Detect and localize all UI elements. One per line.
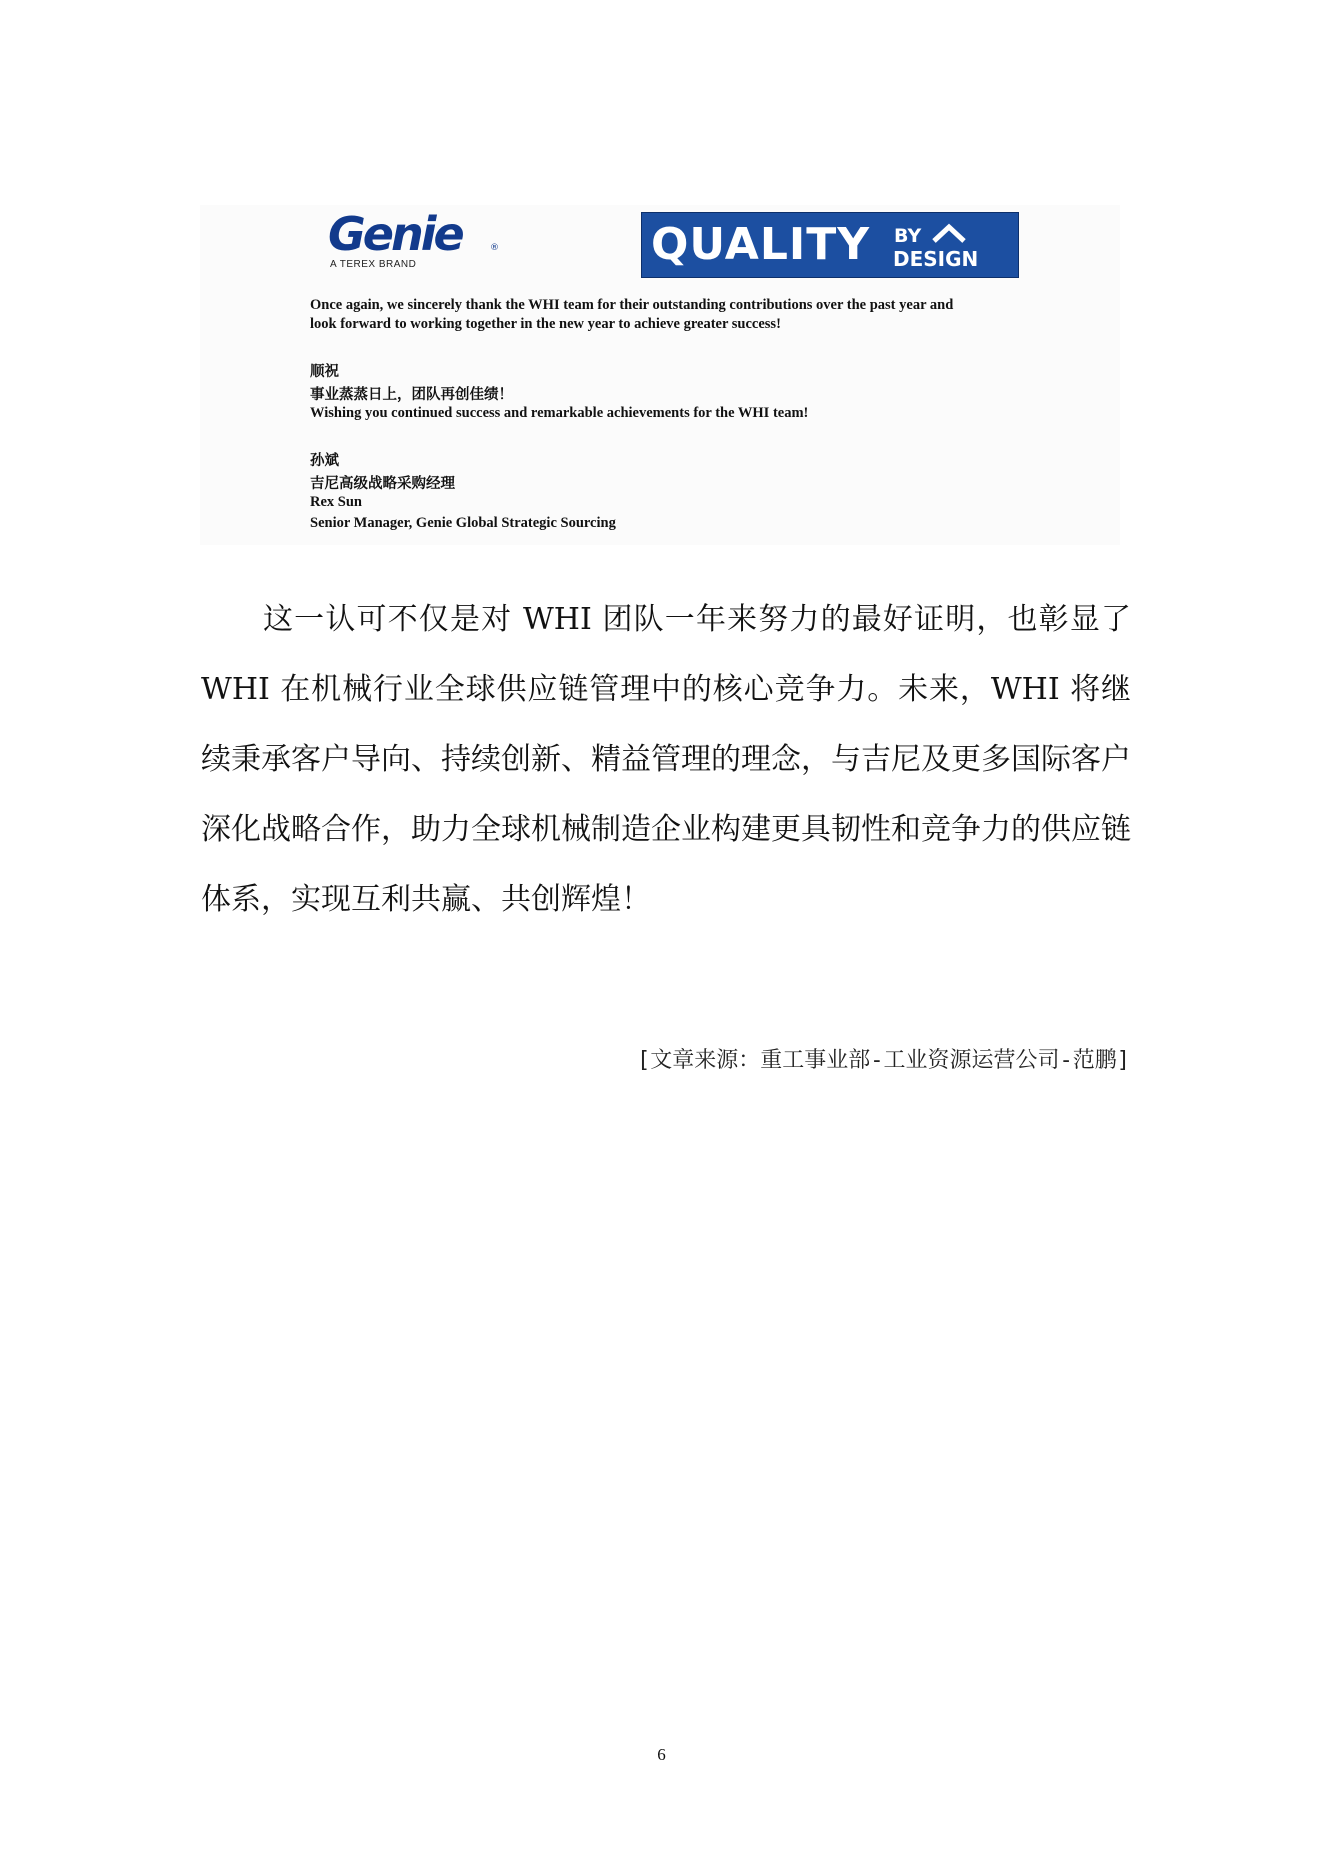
quality-logo-word: QUALITY: [651, 219, 871, 270]
quality-logo-design: DESIGN: [893, 247, 979, 271]
letter-thanks-line-2: look forward to working together in the new year to achieve greater success!: [310, 316, 781, 332]
letter-wish-en: Wishing you continued success and remarkable achievements for the WHI team!: [310, 405, 809, 421]
genie-logo-subtitle: A TEREX BRAND: [330, 259, 417, 270]
page-number: 6: [657, 1745, 666, 1764]
letter-image: [200, 205, 1120, 545]
quality-by-design-logo: [641, 212, 1019, 278]
letter-wish-cn: 事业蒸蒸日上，团队再创佳绩！: [310, 387, 513, 403]
genie-logo: [328, 207, 499, 273]
letter-title-cn: 吉尼高级战略采购经理: [310, 476, 455, 492]
letter-signer-cn: 孙斌: [310, 453, 339, 469]
article-source: [文章来源：重工事业部-工业资源运营公司-范鹏]: [637, 1048, 1130, 1073]
genie-logo-word: Genie: [328, 207, 462, 261]
body-paragraph: 这一认可不仅是对 WHI 团队一年来努力的最好证明，也彰显了WHI 在机械行业全球供应链管理中的核心竞争力。未来，WHI 将继续秉承客户导向、持续创新、精益管理的理念，与吉尼及更多国际客户深化战略合作，助力全球机械制造企业构建更具韧性和竞争力的供应链体系，实现互利共赢、共创辉煌！: [201, 602, 1131, 917]
house-roof-icon: [931, 223, 967, 243]
letter-signer-en: Rex Sun: [310, 494, 362, 510]
letter-thanks-line-1: Once again, we sincerely thank the WHI team for their outstanding contributions over the past year and: [310, 297, 954, 313]
letter-title-en: Senior Manager, Genie Global Strategic Sourcing: [310, 515, 616, 531]
letter-greeting: 顺祝: [310, 364, 339, 380]
quality-logo-by: BY: [894, 225, 922, 247]
genie-registered-mark: ®: [490, 243, 499, 253]
